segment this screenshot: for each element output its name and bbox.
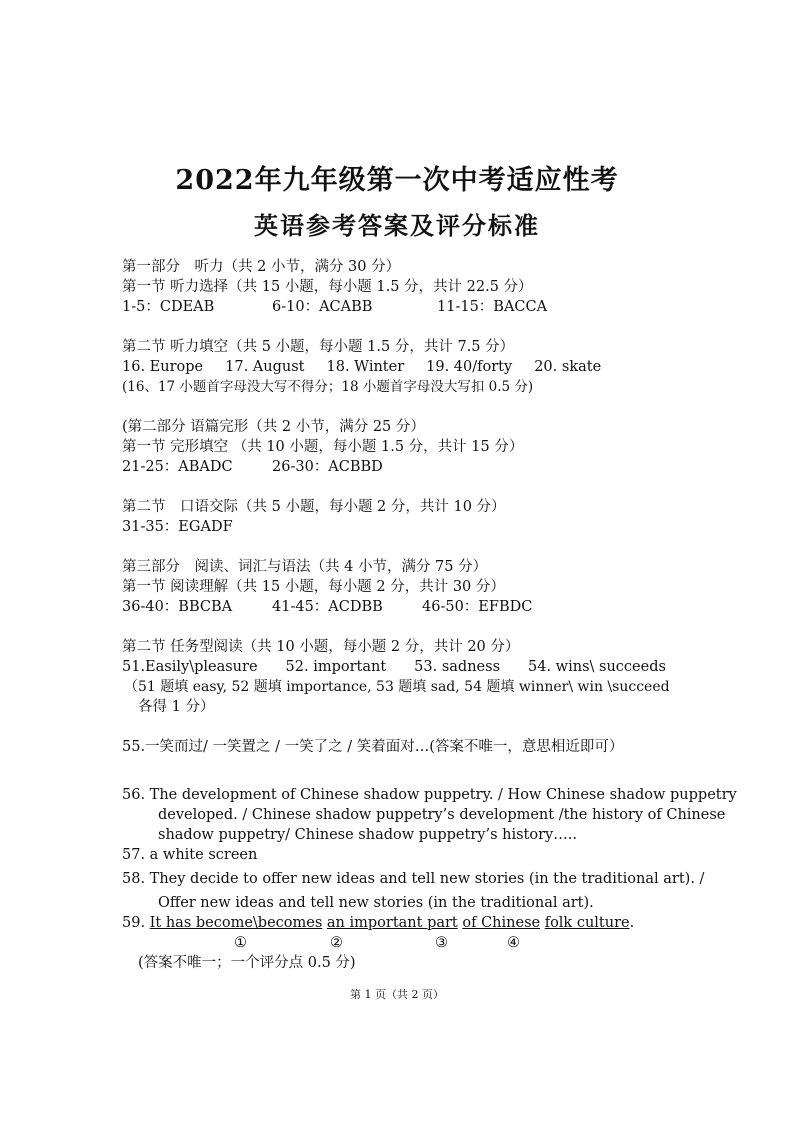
part3-section1-answers xyxy=(122,597,762,617)
answer-item: 18. Winter xyxy=(326,359,405,375)
answer-item: 16. Europe xyxy=(122,359,204,375)
part1-section2-heading: 第二节 听力填空（共 5 小题，每小题 1.5 分，共计 7.5 分） xyxy=(122,339,515,355)
answer-item: 54. wins\ succeeds xyxy=(528,659,666,675)
question-56-answer: 56. The development of Chinese shadow puppetry. / How Chinese shadow puppetry xyxy=(122,787,737,803)
part2-section2-answers: 31-35：EGADF xyxy=(122,519,233,535)
part1-section1-answers xyxy=(122,297,762,317)
page-title: 2022年九年级第一次中考适应性考 xyxy=(175,165,619,196)
scoring-point-marker: ④ xyxy=(507,935,520,951)
answer-group: 46-50：EFBDC xyxy=(422,599,533,615)
answer-item: 53. sadness xyxy=(414,659,501,675)
part1-section2-answers xyxy=(122,357,762,377)
part3-section2-heading: 第二节 任务型阅读（共 10 小题，每小题 2 分，共计 20 分） xyxy=(122,639,520,655)
scoring-point-marker: ③ xyxy=(435,935,448,951)
question-58-answer-cont: Offer new ideas and tell new stories (in the traditional art). xyxy=(158,895,594,911)
answer-item: 51.Easily\pleasure xyxy=(122,659,258,675)
answer-body xyxy=(122,257,762,973)
page-subtitle: 英语参考答案及评分标准 xyxy=(254,211,540,240)
answer-group: 41-45：ACDBB xyxy=(272,599,383,615)
answer-item: 19. 40/forty xyxy=(426,359,513,375)
part3-section1-heading: 第一节 阅读理解（共 15 小题，每小题 2 分，共计 30 分） xyxy=(122,579,505,595)
scoring-segment-1: It has become\becomes xyxy=(149,915,323,931)
question-57-answer: 57. a white screen xyxy=(122,847,258,863)
scoring-point-marker: ① xyxy=(234,935,247,951)
part3-section2-answers xyxy=(122,657,762,677)
scoring-segment-3: of Chinese xyxy=(462,915,541,931)
page-number: 第 1 页（共 2 页） xyxy=(350,988,444,1001)
answer-group: 1-5：CDEAB xyxy=(122,299,215,315)
question-59-answer xyxy=(122,913,762,933)
scoring-segment-4: folk culture xyxy=(544,915,630,931)
answer-group: 11-15：BACCA xyxy=(437,299,548,315)
answer-group: 36-40：BBCBA xyxy=(122,599,233,615)
part2-section1-heading: 第一节 完形填空 （共 10 小题，每小题 1.5 分，共计 15 分） xyxy=(122,439,524,455)
scoring-segment-2: an important part xyxy=(326,915,458,931)
part1-heading: 第一部分 听力（共 2 小节，满分 30 分） xyxy=(122,259,401,275)
answer-group: 21-25：ABADC xyxy=(122,459,233,475)
question-56-answer-cont: developed. / Chinese shadow puppetry’s development /the history of Chinese xyxy=(158,807,726,823)
answer-item: 17. August xyxy=(225,359,305,375)
answer-item: 20. skate xyxy=(534,359,602,375)
question-59-note: (答案不唯一；一个评分点 0.5 分) xyxy=(138,955,356,971)
question-58-answer: 58. They decide to offer new ideas and tell new stories (in the traditional art). / xyxy=(122,871,705,887)
part1-section2-note: (16、17 小题首字母没大写不得分；18 小题首字母没大写扣 0.5 分) xyxy=(122,379,534,395)
part3-section2-note-2: 各得 1 分） xyxy=(138,699,215,715)
answer-group: 6-10：ACABB xyxy=(272,299,373,315)
question-55-answer: 55.一笑而过/ 一笑置之 / 一笑了之 / 笑着面对…(答案不唯一，意思相近即可） xyxy=(122,739,624,755)
sentence-end: . xyxy=(629,915,635,931)
part2-section1-answers xyxy=(122,457,762,477)
scoring-point-marker: ② xyxy=(330,935,343,951)
scoring-point-markers xyxy=(122,933,762,953)
part2-section2-heading: 第二节 口语交际（共 5 小题，每小题 2 分，共计 10 分） xyxy=(122,499,506,515)
part3-heading: 第三部分 阅读、词汇与语法（共 4 小节，满分 75 分） xyxy=(122,559,488,575)
answer-group: 26-30：ACBBD xyxy=(272,459,383,475)
question-56-answer-cont: shadow puppetry/ Chinese shadow puppetry’s history….. xyxy=(158,827,577,843)
question-number: 59. xyxy=(122,915,146,931)
part2-heading: (第二部分 语篇完形（共 2 小节，满分 25 分） xyxy=(122,419,425,435)
part1-section1-heading: 第一节 听力选择（共 15 小题，每小题 1.5 分，共计 22.5 分） xyxy=(122,279,533,295)
answer-item: 52. important xyxy=(285,659,387,675)
part3-section2-note: （51 题填 easy, 52 题填 importance, 53 题填 sad, 54 题填 winner\ win \succeed xyxy=(124,679,670,695)
